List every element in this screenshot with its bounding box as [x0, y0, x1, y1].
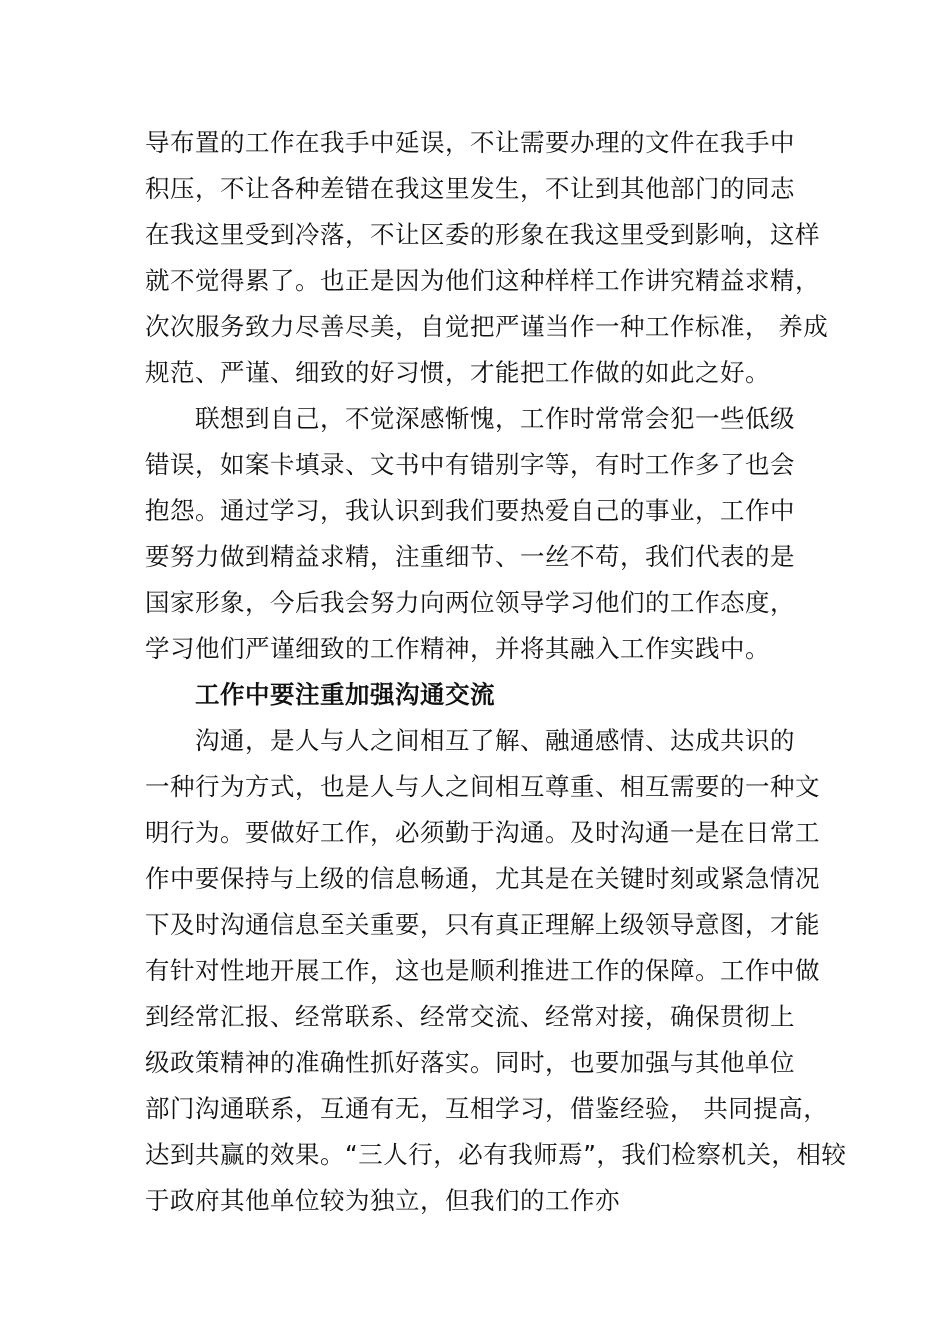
paragraph-line: 到经常汇报、经常联系、经常交流、经常对接，确保贯彻上 [145, 1002, 795, 1031]
paragraph-line: 达到共赢的效果。“三人行，必有我师焉”，我们检察机关，相较 [145, 1140, 847, 1169]
paragraph-line: 于政府其他单位较为独立，但我们的工作亦 [145, 1186, 620, 1215]
paragraph-line: 部门沟通联系，互通有无，互相学习，借鉴经验， 共同提高， [145, 1094, 829, 1123]
paragraph-line: 作中要保持与上级的信息畅通，尤其是在关键时刻或紧急情况 [145, 864, 820, 893]
paragraph-line: 在我这里受到冷落，不让区委的形象在我这里受到影响，这样 [145, 220, 820, 249]
paragraph-line: 一种行为方式，也是人与人之间相互尊重、相互需要的一种文 [145, 772, 820, 801]
paragraph-line: 抱怨。通过学习，我认识到我们要热爱自己的事业，工作中 [145, 496, 795, 525]
paragraph-line: 规范、严谨、细致的好习惯，才能把工作做的如此之好。 [145, 358, 770, 387]
paragraph-line: 沟通，是人与人之间相互了解、融通感情、达成共识的 [195, 726, 795, 755]
paragraph-line: 明行为。要做好工作，必须勤于沟通。及时沟通一是在日常工 [145, 818, 820, 847]
paragraph-line: 导布置的工作在我手中延误，不让需要办理的文件在我手中 [145, 128, 795, 157]
paragraph-line: 就不觉得累了。也正是因为他们这种样样工作讲究精益求精， [145, 266, 820, 295]
paragraph-line: 国家形象，今后我会努力向两位领导学习他们的工作态度， [145, 588, 795, 617]
paragraph-line: 要努力做到精益求精，注重细节、一丝不苟，我们代表的是 [145, 542, 795, 571]
paragraph-line: 积压，不让各种差错在我这里发生，不让到其他部门的同志 [145, 174, 795, 203]
paragraph-line: 有针对性地开展工作，这也是顺利推进工作的保障。工作中做 [145, 956, 820, 985]
paragraph-line: 级政策精神的准确性抓好落实。同时，也要加强与其他单位 [145, 1048, 795, 1077]
section-heading: 工作中要注重加强沟通交流 [195, 680, 495, 709]
paragraph-line: 下及时沟通信息至关重要，只有真正理解上级领导意图，才能 [145, 910, 820, 939]
paragraph-line: 联想到自己，不觉深感惭愧，工作时常常会犯一些低级 [195, 404, 795, 433]
paragraph-line: 学习他们严谨细致的工作精神，并将其融入工作实践中。 [145, 634, 770, 663]
paragraph-line: 错误，如案卡填录、文书中有错别字等，有时工作多了也会 [145, 450, 795, 479]
paragraph-line: 次次服务致力尽善尽美，自觉把严谨当作一种工作标准， 养成 [145, 312, 829, 341]
